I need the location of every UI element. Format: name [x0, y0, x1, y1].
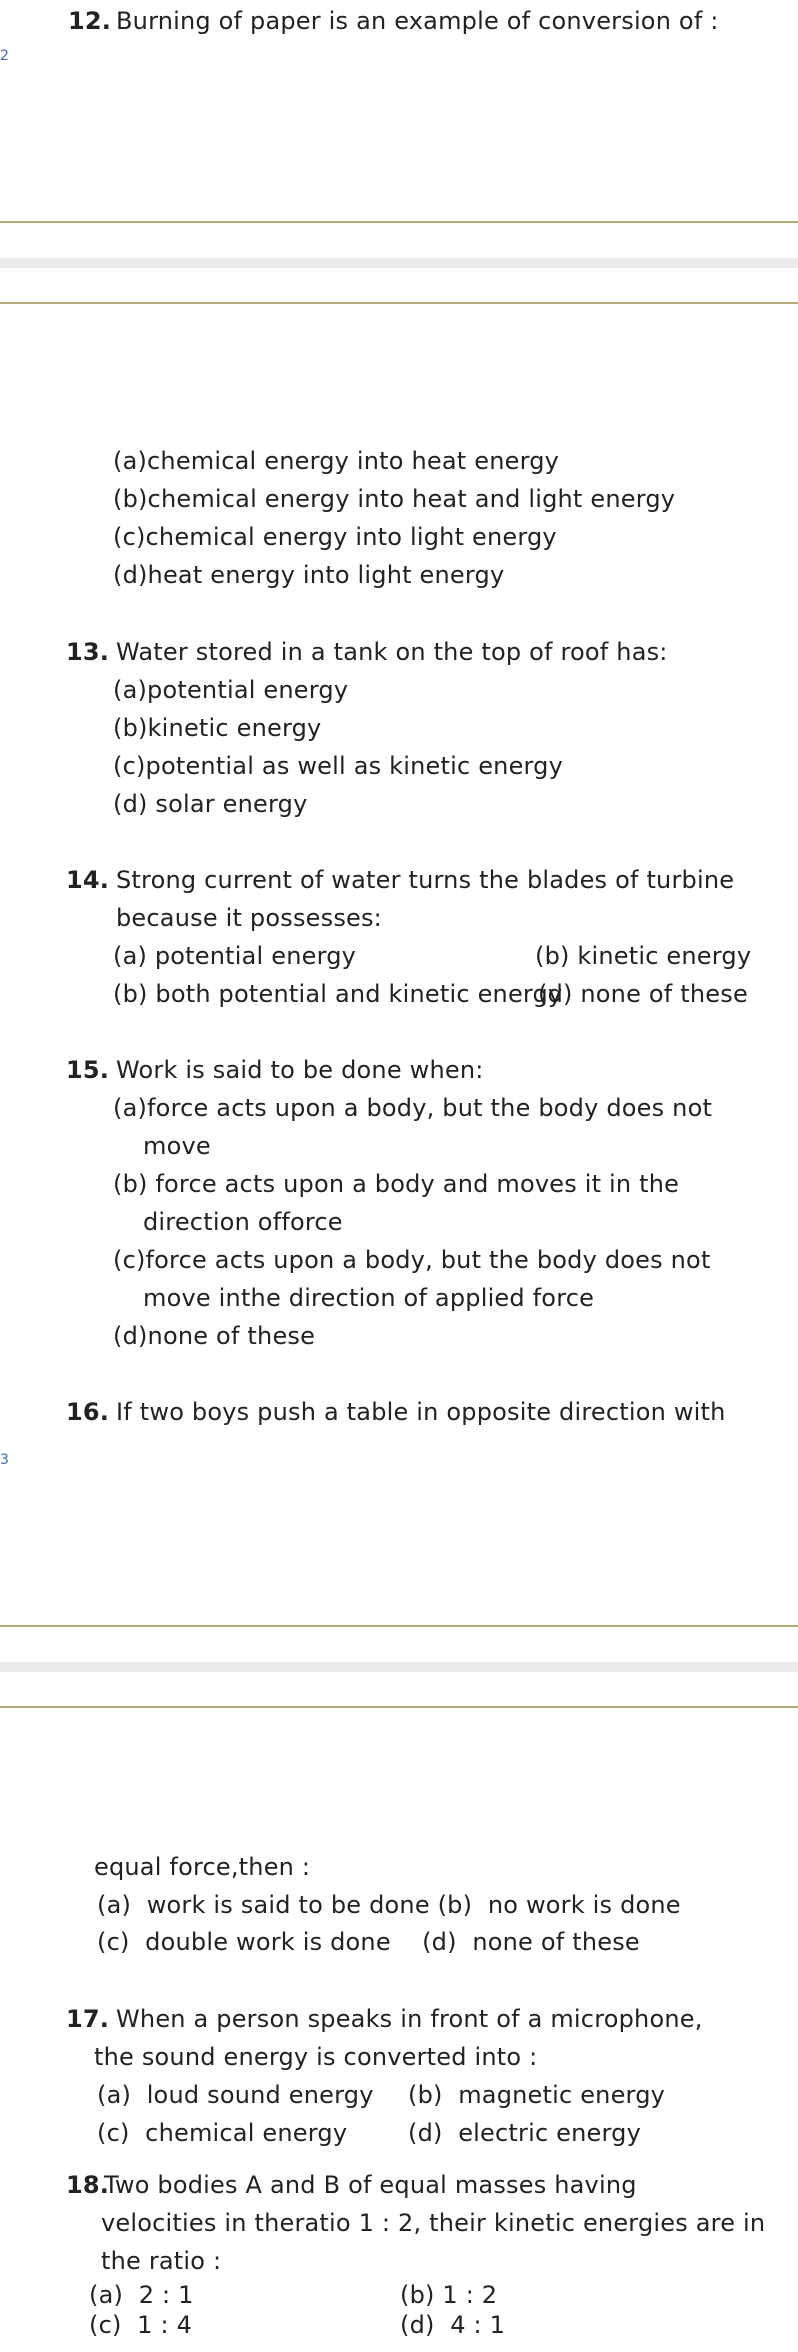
- option: (d) 4 : 1: [400, 2311, 506, 2339]
- page-bottom-rule: [0, 1625, 798, 1627]
- question-number: 18.: [66, 2171, 110, 2199]
- option: (b)chemical energy into heat and light energy: [113, 485, 676, 513]
- option: (b) magnetic energy: [408, 2081, 666, 2109]
- question-number: 17.: [66, 2005, 110, 2033]
- option: (a) potential energy: [113, 942, 357, 970]
- question-number: 12.: [68, 7, 112, 35]
- option: (a)force acts upon a body, but the body does not: [113, 1094, 713, 1122]
- option-continuation: move: [143, 1132, 211, 1160]
- question-number: 13.: [66, 638, 110, 666]
- option-continuation: direction offorce: [143, 1208, 343, 1236]
- option: (c) 1 : 4: [89, 2311, 193, 2339]
- option-continuation: move inthe direction of applied force: [143, 1284, 595, 1312]
- page-separator: [0, 258, 798, 268]
- question-text: Burning of paper is an example of conversion of :: [116, 7, 719, 35]
- option-row: (a) work is said to be done (b) no work is done: [97, 1891, 681, 1919]
- question-number: 15.: [66, 1056, 110, 1084]
- question-text: velocities in theratio 1 : 2, their kinetic energies are in: [101, 2209, 766, 2237]
- page-top-rule: [0, 1706, 798, 1708]
- option: (a) 2 : 1: [89, 2281, 194, 2309]
- question-text: Water stored in a tank on the top of roof has:: [116, 638, 668, 666]
- option: (b) force acts upon a body and moves it in the: [113, 1170, 680, 1198]
- option-row: (c) double work is done (d) none of these: [97, 1928, 640, 1956]
- option: (d) electric energy: [408, 2119, 642, 2147]
- question-text: When a person speaks in front of a microphone,: [116, 2005, 703, 2033]
- question-text: Two bodies A and B of equal masses having: [104, 2171, 637, 2199]
- option: (d)heat energy into light energy: [113, 561, 505, 589]
- question-text: Work is said to be done when:: [116, 1056, 484, 1084]
- option: (b) both potential and kinetic energy: [113, 980, 563, 1008]
- option: (b) 1 : 2: [400, 2281, 498, 2309]
- page-marker: 3: [0, 1452, 9, 1468]
- option: (d) none of these: [538, 980, 748, 1008]
- page-separator: [0, 1662, 798, 1672]
- option: (c)potential as well as kinetic energy: [113, 752, 564, 780]
- option: (a)potential energy: [113, 676, 349, 704]
- option: (a) loud sound energy: [97, 2081, 374, 2109]
- question-text: the ratio :: [101, 2247, 222, 2275]
- question-text: If two boys push a table in opposite direction with: [116, 1398, 726, 1426]
- option: (b) kinetic energy: [535, 942, 752, 970]
- option: (a)chemical energy into heat energy: [113, 447, 560, 475]
- question-text: the sound energy is converted into :: [94, 2043, 538, 2071]
- option: (d)none of these: [113, 1322, 316, 1350]
- question-number: 16.: [66, 1398, 110, 1426]
- question-text: because it possesses:: [116, 904, 382, 932]
- option: (c)chemical energy into light energy: [113, 523, 557, 551]
- page-marker: 2: [0, 48, 9, 64]
- question-text: equal force,then :: [94, 1853, 311, 1881]
- question-text: Strong current of water turns the blades of turbine: [116, 866, 735, 894]
- page-bottom-rule: [0, 221, 798, 223]
- option: (b)kinetic energy: [113, 714, 322, 742]
- question-number: 14.: [66, 866, 110, 894]
- option: (c) chemical energy: [97, 2119, 348, 2147]
- option: (d) solar energy: [113, 790, 308, 818]
- page-top-rule: [0, 302, 798, 304]
- option: (c)force acts upon a body, but the body does not: [113, 1246, 711, 1274]
